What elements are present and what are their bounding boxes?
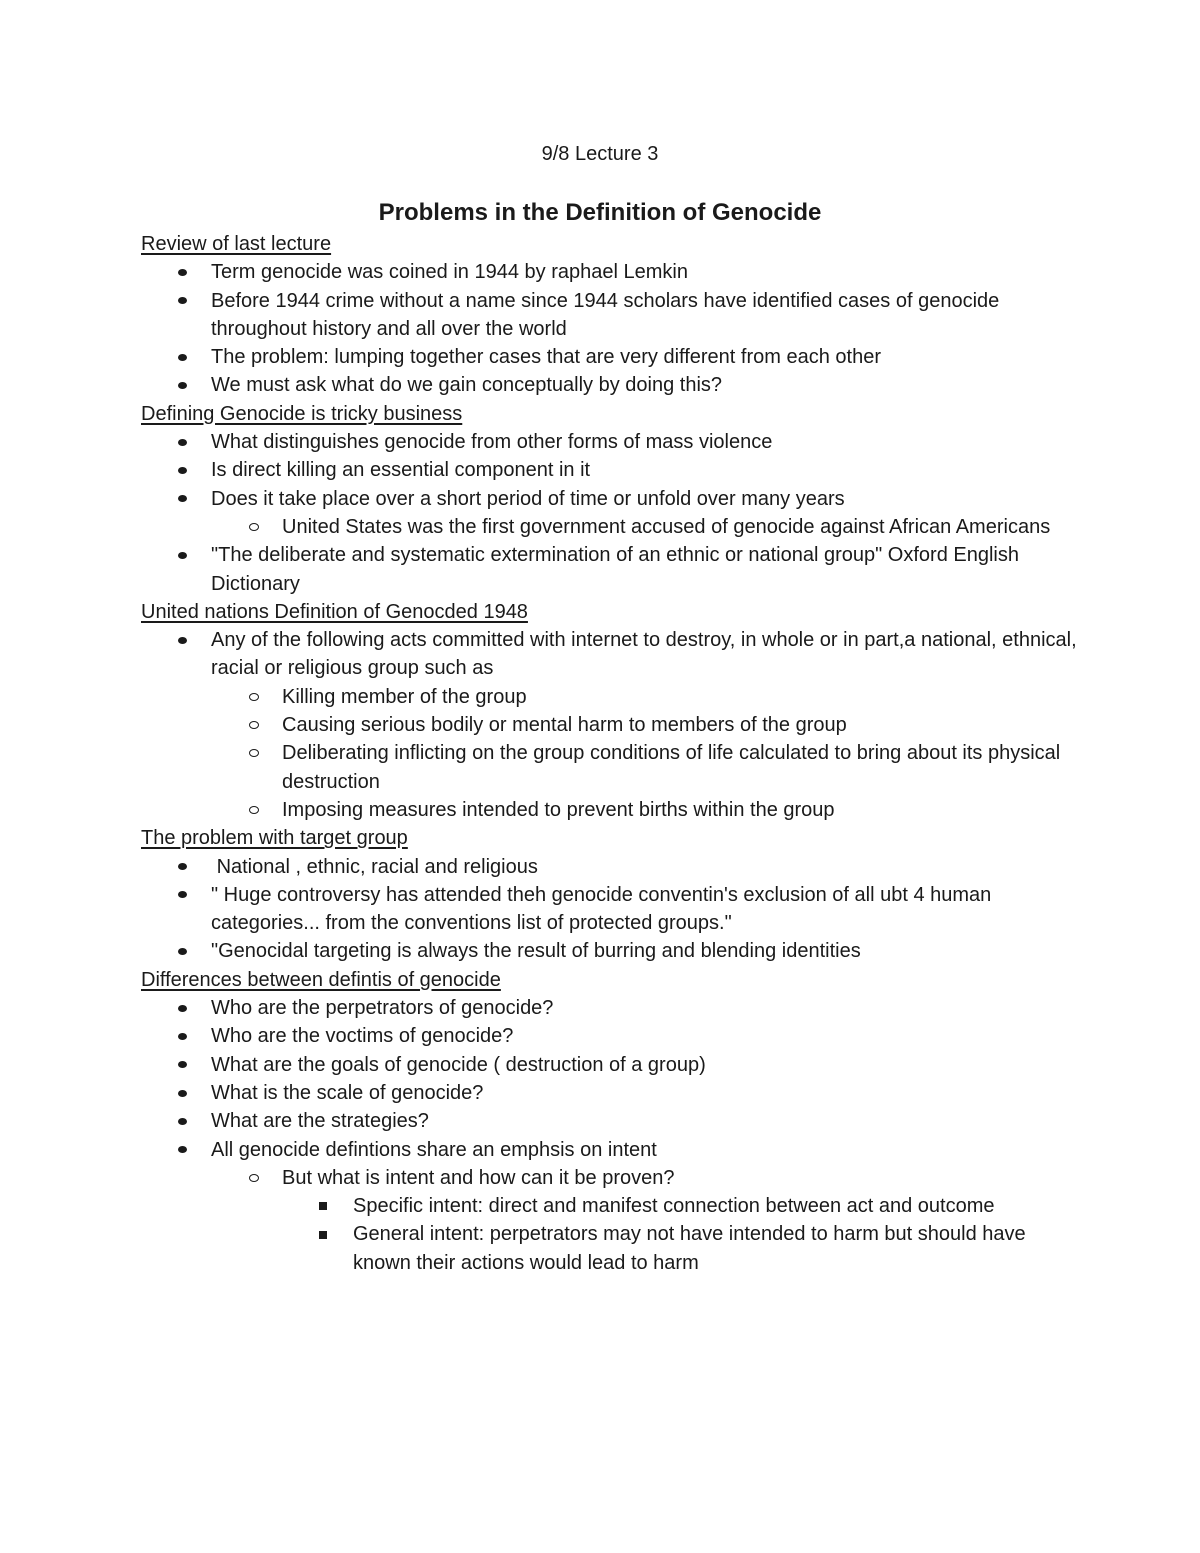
section-heading: Differences between defintis of genocide — [141, 968, 501, 991]
lecture-label: 9/8 Lecture 3 — [541, 143, 659, 165]
list-item: National , ethnic, racial and religious — [141, 853, 1081, 881]
section-heading: United nations Definition of Genocded 1948 — [141, 600, 528, 623]
bullet-list — [141, 626, 1081, 824]
list-item: Specific intent: direct and manifest connection between act and outcome — [141, 1192, 1081, 1220]
section-un-definition — [141, 598, 1081, 824]
list-item: But what is intent and how can it be proven? — [141, 1164, 1081, 1192]
page-title: Problems in the Definition of Genocide — [378, 199, 822, 226]
list-item: " Huge controversy has attended theh genocide conventin's exclusion of all ubt 4 human categories... from the conventions list of protected groups." — [141, 881, 1081, 938]
bullet-dot-icon — [178, 287, 187, 315]
list-item: Who are the voctims of genocide? — [141, 1022, 1081, 1050]
bullet-ring-icon — [249, 683, 259, 711]
section-heading: The problem with target group — [141, 827, 408, 850]
list-item: Is direct killing an essential component in it — [141, 456, 1081, 484]
bullet-dot-icon — [178, 428, 187, 456]
list-item: All genocide defintions share an emphsis on intent — [141, 1136, 1081, 1164]
bullet-ring-icon — [249, 513, 259, 541]
section-defining-genocide — [141, 400, 1081, 598]
bullet-dot-icon — [178, 853, 187, 881]
bullet-ring-icon — [249, 1164, 259, 1192]
bullet-dot-icon — [178, 881, 187, 909]
bullet-dot-icon — [178, 371, 187, 399]
bullet-dot-icon — [178, 456, 187, 484]
list-item: "The deliberate and systematic extermination of an ethnic or national group" Oxford English Dictionary — [141, 541, 1081, 598]
list-item: Deliberating inflicting on the group conditions of life calculated to bring about its physical destruction — [141, 739, 1081, 796]
section-differences — [141, 966, 1081, 1277]
list-item: The problem: lumping together cases that are very different from each other — [141, 343, 1081, 371]
bullet-list — [141, 994, 1081, 1277]
bullet-dot-icon — [178, 626, 187, 654]
section-heading: Review of last lecture — [141, 233, 332, 255]
section-target-group — [141, 824, 1081, 965]
bullet-ring-icon — [249, 711, 259, 739]
list-item: What are the strategies? — [141, 1107, 1081, 1135]
bullet-dot-icon — [178, 937, 187, 965]
bullet-list — [141, 428, 1081, 598]
list-item: Any of the following acts committed with internet to destroy, in whole or in part,a national, ethnical, racial or religious group such as — [141, 626, 1081, 683]
bullet-dot-icon — [178, 485, 187, 513]
notes-body — [141, 230, 1081, 1277]
bullet-dot-icon — [178, 343, 187, 371]
list-item: Killing member of the group — [141, 683, 1081, 711]
bullet-dot-icon — [178, 1136, 187, 1164]
bullet-list — [141, 258, 1081, 399]
list-item: Causing serious bodily or mental harm to members of the group — [141, 711, 1081, 739]
bullet-dot-icon — [178, 994, 187, 1022]
bullet-ring-icon — [249, 739, 259, 767]
bullet-dot-icon — [178, 1107, 187, 1135]
bullet-ring-icon — [249, 796, 259, 824]
bullet-dot-icon — [178, 1079, 187, 1107]
bullet-dot-icon — [178, 258, 187, 286]
list-item: Imposing measures intended to prevent births within the group — [141, 796, 1081, 824]
bullet-square-icon — [319, 1192, 327, 1220]
list-item: "Genocidal targeting is always the result of burring and blending identities — [141, 937, 1081, 965]
bullet-dot-icon — [178, 1022, 187, 1050]
section-heading: Defining Genocide is tricky business — [141, 402, 463, 425]
list-item: What is the scale of genocide? — [141, 1079, 1081, 1107]
list-item: What are the goals of genocide ( destruction of a group) — [141, 1051, 1081, 1079]
list-item: We must ask what do we gain conceptually by doing this? — [141, 371, 1081, 399]
list-item: Term genocide was coined in 1944 by raphael Lemkin — [141, 258, 1081, 286]
list-item: General intent: perpetrators may not have intended to harm but should have known their actions would lead to harm — [141, 1220, 1081, 1277]
section-review — [141, 230, 1081, 400]
bullet-list — [141, 853, 1081, 966]
list-item: What distinguishes genocide from other forms of mass violence — [141, 428, 1081, 456]
bullet-square-icon — [319, 1220, 327, 1248]
list-item: United States was the first government accused of genocide against African Americans — [141, 513, 1081, 541]
list-item: Before 1944 crime without a name since 1944 scholars have identified cases of genocide throughout history and all over the world — [141, 287, 1081, 344]
list-item: Who are the perpetrators of genocide? — [141, 994, 1081, 1022]
list-item: Does it take place over a short period of time or unfold over many years — [141, 485, 1081, 513]
bullet-dot-icon — [178, 541, 187, 569]
bullet-dot-icon — [178, 1051, 187, 1079]
